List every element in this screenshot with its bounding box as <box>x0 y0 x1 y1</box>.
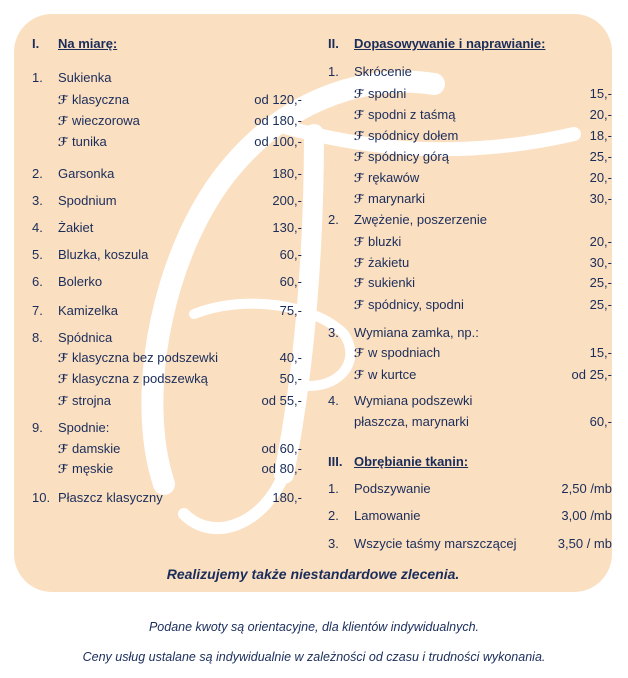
list-item <box>32 272 302 292</box>
item-number: 2. <box>32 166 43 181</box>
item-number: 4. <box>32 220 43 235</box>
scissors-bullet-icon: ℱ <box>354 192 364 206</box>
item-label: Zwężenie, poszerzenie <box>354 212 487 227</box>
item-label: Podszywanie <box>354 481 431 496</box>
item-price: 130,- <box>272 220 302 235</box>
sub-item-row <box>32 348 302 368</box>
scissors-bullet-icon: ℱ <box>354 276 364 290</box>
section-heading-na-miare: I. Na miarę: <box>32 36 118 51</box>
item-label: Garsonka <box>58 166 115 181</box>
list-item <box>32 68 302 88</box>
item-price: 25,- <box>589 275 612 290</box>
item-label: Płaszcz klasyczny <box>58 490 163 505</box>
item-number: 9. <box>32 420 43 435</box>
item-number: 2. <box>328 212 339 227</box>
item-label: Wymiana podszewki <box>354 393 473 408</box>
item-label: męskie <box>72 461 114 476</box>
item-label: Żakiet <box>58 220 94 235</box>
item-label: Kamizelka <box>58 303 118 318</box>
item-number: 3. <box>328 536 339 551</box>
scissors-bullet-icon: ℱ <box>58 462 68 476</box>
item-label: Spodnie: <box>58 420 110 435</box>
scissors-bullet-icon: ℱ <box>58 351 68 365</box>
scissors-bullet-icon: ℱ <box>58 394 68 408</box>
item-label: Bluzka, koszula <box>58 247 149 262</box>
item-label: żakietu <box>368 255 410 270</box>
item-label: sukienki <box>368 275 415 290</box>
item-label: spódnicy górą <box>368 149 449 164</box>
item-price: 40,- <box>279 350 302 365</box>
item-price: 25,- <box>589 297 612 312</box>
list-item <box>328 62 612 82</box>
price-list-panel <box>14 14 612 592</box>
list-item <box>32 328 302 348</box>
item-label: klasyczna z podszewką <box>72 371 208 386</box>
list-item <box>32 191 302 211</box>
list-item <box>32 218 302 238</box>
item-label: tunika <box>72 134 107 149</box>
sub-item-row <box>328 126 612 146</box>
sub-item-row <box>32 369 302 389</box>
item-label: Skrócenie <box>354 64 412 79</box>
list-item <box>328 412 612 432</box>
section-heading-dopasowywanie: II. Dopasowywanie i naprawianie: <box>328 36 546 51</box>
list-item <box>328 479 612 499</box>
item-price: od 120,- <box>254 92 302 107</box>
list-item <box>328 323 612 343</box>
item-label: wieczorowa <box>72 113 140 128</box>
sub-item-row <box>328 168 612 188</box>
scissors-bullet-icon: ℱ <box>58 135 68 149</box>
sub-item-row <box>328 232 612 252</box>
item-price: 3,50 / mb <box>557 536 612 551</box>
item-price: od 180,- <box>254 113 302 128</box>
scissors-bullet-icon: ℱ <box>354 87 364 101</box>
item-label: Wymiana zamka, np.: <box>354 325 479 340</box>
sub-item-row <box>328 84 612 104</box>
item-price: 180,- <box>272 166 302 181</box>
scissors-bullet-icon: ℱ <box>354 150 364 164</box>
item-price: 60,- <box>279 274 302 289</box>
scissors-bullet-icon: ℱ <box>58 442 68 456</box>
item-price: 3,00 /mb <box>561 508 612 523</box>
list-item <box>32 245 302 265</box>
list-item <box>328 210 612 230</box>
item-label: klasyczna <box>72 92 130 107</box>
item-price: od 55,- <box>261 393 302 408</box>
scissors-bullet-icon: ℱ <box>58 93 68 107</box>
sub-item-row <box>328 295 612 315</box>
scissors-bullet-icon: ℱ <box>58 372 68 386</box>
tagline: Realizujemy także niestandardowe zlecenia. <box>166 566 460 582</box>
note-line-2: Ceny usług ustalane są indywidualnie w zależności od czasu i trudności wykonania. <box>82 650 546 664</box>
scissors-bullet-icon: ℱ <box>354 368 364 382</box>
list-item <box>32 418 302 438</box>
item-number: 10. <box>32 490 51 505</box>
item-number: 5. <box>32 247 43 262</box>
sub-item-row <box>328 253 612 273</box>
item-label: w spodniach <box>368 345 441 360</box>
list-item <box>32 164 302 184</box>
list-item <box>328 506 612 526</box>
scissors-bullet-icon: ℱ <box>354 346 364 360</box>
sub-item-row <box>32 132 302 152</box>
item-label: marynarki <box>368 191 426 206</box>
item-number: 1. <box>32 70 43 85</box>
scissors-bullet-icon: ℱ <box>58 114 68 128</box>
item-label: Sukienka <box>58 70 112 85</box>
item-number: 1. <box>328 481 339 496</box>
item-number: 4. <box>328 393 339 408</box>
item-price: 15,- <box>589 86 612 101</box>
item-label: Spodnium <box>58 193 117 208</box>
sub-item-row <box>328 273 612 293</box>
item-number: 7. <box>32 303 43 318</box>
sub-item-row <box>32 459 302 479</box>
item-number: 6. <box>32 274 43 289</box>
item-number: 1. <box>328 64 339 79</box>
scissors-bullet-icon: ℱ <box>354 171 364 185</box>
item-price: 200,- <box>272 193 302 208</box>
item-label: Spódnica <box>58 330 113 345</box>
item-label: klasyczna bez podszewki <box>72 350 218 365</box>
scissors-bullet-icon: ℱ <box>354 129 364 143</box>
scissors-bullet-icon: ℱ <box>354 235 364 249</box>
item-price: 25,- <box>589 149 612 164</box>
sub-item-row <box>32 90 302 110</box>
item-label: Lamowanie <box>354 508 421 523</box>
item-price: od 100,- <box>254 134 302 149</box>
scissors-bullet-icon: ℱ <box>354 256 364 270</box>
item-price: od 25,- <box>571 367 612 382</box>
sub-item-row <box>328 365 612 385</box>
item-price: 2,50 /mb <box>561 481 612 496</box>
item-label: Bolerko <box>58 274 103 289</box>
item-price: 50,- <box>279 371 302 386</box>
sub-item-row <box>32 391 302 411</box>
sub-item-row <box>328 105 612 125</box>
item-price: 30,- <box>589 255 612 270</box>
item-price: 20,- <box>589 170 612 185</box>
item-label: bluzki <box>368 234 402 249</box>
scissors-bullet-icon: ℱ <box>354 108 364 122</box>
list-item <box>328 534 612 554</box>
item-number: 2. <box>328 508 339 523</box>
item-price: 75,- <box>279 303 302 318</box>
list-item <box>32 301 302 321</box>
item-label: strojna <box>72 393 112 408</box>
sub-item-row <box>328 189 612 209</box>
item-price: 180,- <box>272 490 302 505</box>
item-number: 3. <box>32 193 43 208</box>
item-price: 20,- <box>589 234 612 249</box>
item-label: spodni <box>368 86 407 101</box>
item-label: Wszycie taśmy marszczącej <box>354 536 517 551</box>
item-price: 15,- <box>589 345 612 360</box>
item-price: od 80,- <box>261 461 302 476</box>
item-label: spodni z taśmą <box>368 107 456 122</box>
item-price: 60,- <box>589 414 612 429</box>
item-number: 8. <box>32 330 43 345</box>
item-price: 30,- <box>589 191 612 206</box>
item-label: w kurtce <box>368 367 417 382</box>
list-item <box>328 391 612 411</box>
item-price: 60,- <box>279 247 302 262</box>
item-label: spódnicy, spodni <box>368 297 464 312</box>
sub-item-row <box>32 111 302 131</box>
item-price: od 60,- <box>261 441 302 456</box>
list-item <box>32 488 302 508</box>
note-line-1: Podane kwoty są orientacyjne, dla klientów indywidualnych. <box>148 620 480 634</box>
scissors-bullet-icon: ℱ <box>354 298 364 312</box>
sub-item-row <box>32 439 302 459</box>
item-number: 3. <box>328 325 339 340</box>
item-label: rękawów <box>368 170 420 185</box>
item-price: 20,- <box>589 107 612 122</box>
sub-item-row <box>328 343 612 363</box>
section-heading-obrebianie: III. Obrębianie tkanin: <box>328 454 469 469</box>
item-label: damskie <box>72 441 121 456</box>
sub-item-row <box>328 147 612 167</box>
item-price: 18,- <box>589 128 612 143</box>
item-label: spódnicy dołem <box>368 128 459 143</box>
item-label: płaszcza, marynarki <box>354 414 469 429</box>
